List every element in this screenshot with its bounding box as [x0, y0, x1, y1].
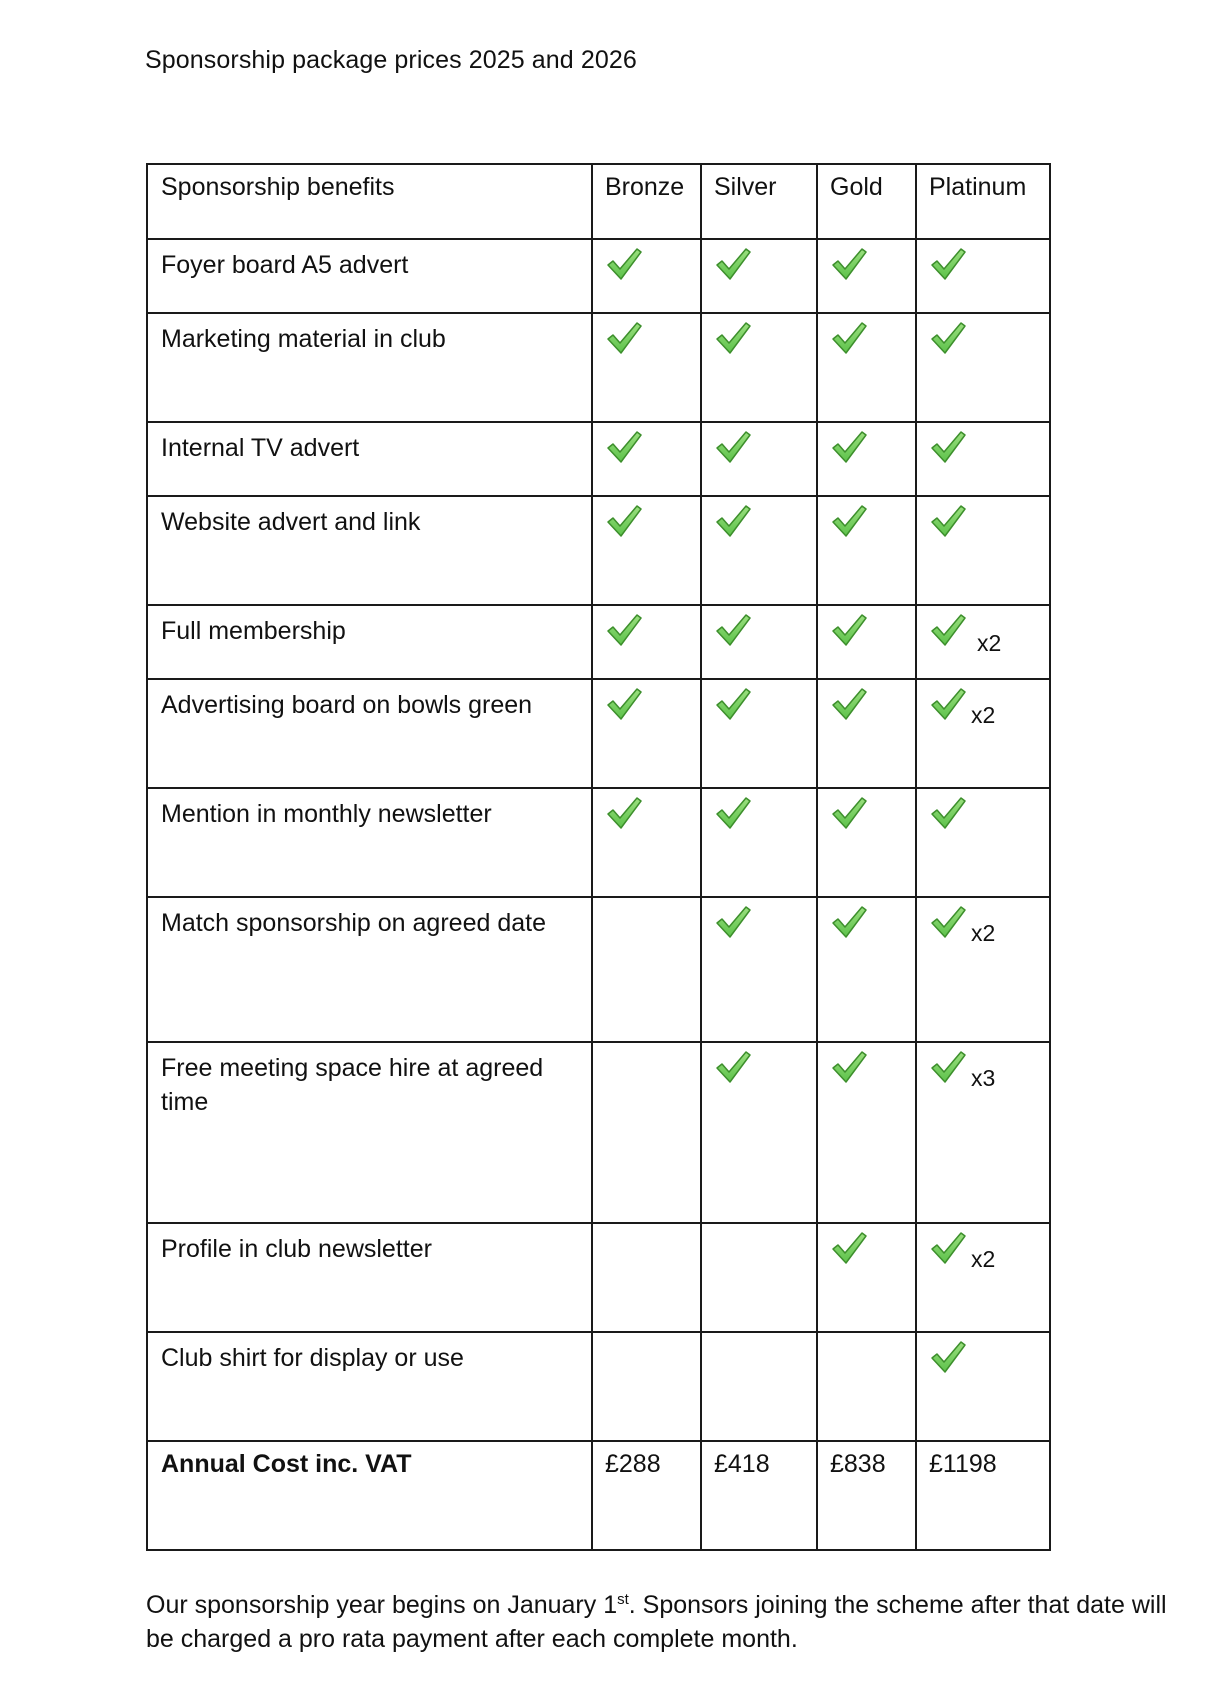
- cell-silver: [701, 1332, 817, 1441]
- checkmark-icon: [830, 795, 868, 831]
- checkmark-icon: [714, 686, 752, 722]
- multiplier-label: x2: [971, 920, 996, 946]
- header-benefits: Sponsorship benefits: [147, 164, 592, 239]
- cell-silver: [701, 239, 817, 313]
- cell-platinum: [916, 605, 1050, 679]
- checkmark-icon: [929, 686, 967, 722]
- checkmark-icon: [714, 904, 752, 940]
- checkmark-icon: [605, 246, 643, 282]
- cell-bronze: [592, 679, 701, 788]
- footer-superscript: st: [617, 1591, 629, 1608]
- checkmark-icon: [929, 246, 967, 282]
- checkmark-icon: [830, 1049, 868, 1085]
- cell-silver: [701, 1042, 817, 1223]
- cell-gold: [817, 496, 916, 605]
- cell-bronze: [592, 605, 701, 679]
- benefit-label: Match sponsorship on agreed date: [147, 897, 592, 1042]
- checkmark-icon: [929, 1339, 967, 1375]
- checkmark-icon: [830, 1230, 868, 1266]
- cell-silver: [701, 313, 817, 422]
- checkmark-icon: [714, 320, 752, 356]
- benefit-label: Mention in monthly newsletter: [147, 788, 592, 897]
- cell-gold: [817, 788, 916, 897]
- checkmark-icon: [714, 795, 752, 831]
- benefit-label: Free meeting space hire at agreed time: [147, 1042, 592, 1223]
- cell-silver: [701, 679, 817, 788]
- cell-platinum: [916, 897, 1050, 1042]
- cost-silver: £418: [701, 1441, 817, 1550]
- header-platinum: Platinum: [916, 164, 1050, 239]
- cell-platinum: [916, 679, 1050, 788]
- benefit-label: Profile in club newsletter: [147, 1223, 592, 1332]
- cell-silver: [701, 422, 817, 496]
- cell-gold: [817, 679, 916, 788]
- cell-gold: [817, 1223, 916, 1332]
- benefit-label: Website advert and link: [147, 496, 592, 605]
- checkmark-icon: [605, 612, 643, 648]
- table-row: [147, 788, 1050, 897]
- footer-text-before: Our sponsorship year begins on January 1: [146, 1591, 618, 1619]
- cell-bronze: [592, 313, 701, 422]
- page-title: Sponsorship package prices 2025 and 2026: [145, 46, 637, 74]
- checkmark-icon: [929, 795, 967, 831]
- cell-bronze: [592, 1332, 701, 1441]
- benefit-label: Advertising board on bowls green: [147, 679, 592, 788]
- checkmark-icon: [830, 686, 868, 722]
- header-gold: Gold: [817, 164, 916, 239]
- cell-gold: [817, 1332, 916, 1441]
- cell-platinum: [916, 313, 1050, 422]
- cell-silver: [701, 897, 817, 1042]
- cost-platinum: £1198: [916, 1441, 1050, 1550]
- cell-bronze: [592, 1223, 701, 1332]
- checkmark-icon: [714, 246, 752, 282]
- benefit-label: Club shirt for display or use: [147, 1332, 592, 1441]
- cost-gold: £838: [817, 1441, 916, 1550]
- cell-platinum: [916, 1332, 1050, 1441]
- checkmark-icon: [830, 246, 868, 282]
- multiplier-label: x2: [971, 1246, 996, 1272]
- table-row: [147, 313, 1050, 422]
- checkmark-icon: [714, 503, 752, 539]
- checkmark-icon: [929, 429, 967, 465]
- cell-platinum: [916, 422, 1050, 496]
- checkmark-icon: [714, 1049, 752, 1085]
- multiplier-label: x2: [971, 702, 996, 728]
- cell-bronze: [592, 1042, 701, 1223]
- header-bronze: Bronze: [592, 164, 701, 239]
- table-row: [147, 1332, 1050, 1441]
- cell-gold: [817, 422, 916, 496]
- checkmark-icon: [605, 503, 643, 539]
- checkmark-icon: [605, 320, 643, 356]
- table-row: [147, 422, 1050, 496]
- cell-platinum: [916, 239, 1050, 313]
- benefit-label: Marketing material in club: [147, 313, 592, 422]
- cell-gold: [817, 897, 916, 1042]
- checkmark-icon: [830, 429, 868, 465]
- cell-gold: [817, 1042, 916, 1223]
- sponsorship-table: [146, 163, 1051, 1551]
- checkmark-icon: [605, 795, 643, 831]
- table-row: [147, 496, 1050, 605]
- cell-bronze: [592, 788, 701, 897]
- checkmark-icon: [929, 904, 967, 940]
- cost-label: Annual Cost inc. VAT: [147, 1441, 592, 1550]
- cell-platinum: [916, 1042, 1050, 1223]
- checkmark-icon: [830, 612, 868, 648]
- cell-gold: [817, 239, 916, 313]
- cell-gold: [817, 605, 916, 679]
- cell-silver: [701, 788, 817, 897]
- checkmark-icon: [830, 320, 868, 356]
- table-row: [147, 1223, 1050, 1332]
- checkmark-icon: [929, 1049, 967, 1085]
- cell-platinum: [916, 788, 1050, 897]
- checkmark-icon: [929, 503, 967, 539]
- cell-gold: [817, 313, 916, 422]
- benefit-label: Foyer board A5 advert: [147, 239, 592, 313]
- header-row: [147, 164, 1050, 239]
- checkmark-icon: [714, 429, 752, 465]
- checkmark-icon: [605, 686, 643, 722]
- table-row: [147, 239, 1050, 313]
- footer-note: [146, 1588, 1196, 1656]
- header-silver: Silver: [701, 164, 817, 239]
- benefit-label: Internal TV advert: [147, 422, 592, 496]
- cell-bronze: [592, 422, 701, 496]
- table-row: [147, 1042, 1050, 1223]
- checkmark-icon: [929, 1230, 967, 1266]
- cost-bronze: £288: [592, 1441, 701, 1550]
- table-row: [147, 679, 1050, 788]
- checkmark-icon: [929, 320, 967, 356]
- checkmark-icon: [714, 612, 752, 648]
- multiplier-label: x2: [977, 630, 1002, 656]
- table-row: [147, 605, 1050, 679]
- cell-bronze: [592, 239, 701, 313]
- cell-silver: [701, 605, 817, 679]
- cost-row: [147, 1441, 1050, 1550]
- checkmark-icon: [605, 429, 643, 465]
- cell-silver: [701, 1223, 817, 1332]
- cell-silver: [701, 496, 817, 605]
- cell-bronze: [592, 897, 701, 1042]
- benefit-label: Full membership: [147, 605, 592, 679]
- cell-bronze: [592, 496, 701, 605]
- checkmark-icon: [929, 612, 967, 648]
- footer-text-after: . Sponsors joining the scheme after that date will be charged a pro rata payment after each complete month.: [146, 1591, 1167, 1653]
- table-row: [147, 897, 1050, 1042]
- checkmark-icon: [830, 503, 868, 539]
- cell-platinum: [916, 496, 1050, 605]
- multiplier-label: x3: [971, 1065, 996, 1091]
- cell-platinum: [916, 1223, 1050, 1332]
- checkmark-icon: [830, 904, 868, 940]
